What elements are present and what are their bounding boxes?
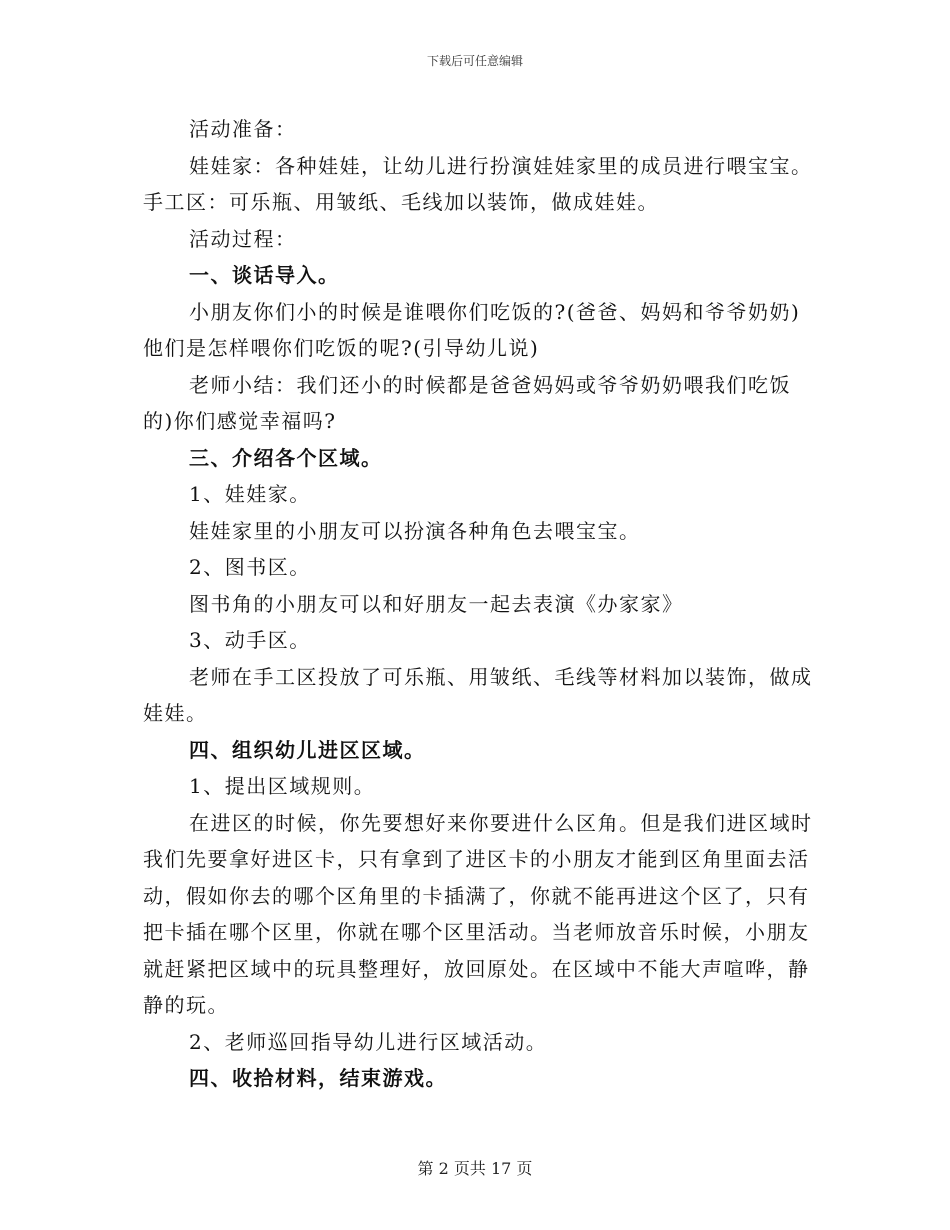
paragraph-rules-title: 1、提出区域规则。 [189, 774, 376, 798]
document-body [143, 111, 813, 1097]
section-heading-areas: 三、介绍各个区域。 [189, 445, 383, 470]
paragraph-prep-title: 活动准备： [189, 117, 297, 141]
paragraph-teacher-summary: 老师小结：我们还小的时候都是爸爸妈妈或爷爷奶奶喂我们吃饭的)你们感觉幸福吗? [143, 372, 791, 433]
paragraph-area-handcraft: 3、动手区。 [189, 628, 311, 652]
paragraph-teacher-guidance: 2、老师巡回指导幼儿进行区域活动。 [189, 1029, 548, 1054]
section-heading-cleanup: 四、收拾材料，结束游戏。 [189, 1066, 447, 1090]
section-heading-organize: 四、组织幼儿进区区域。 [189, 737, 426, 762]
paragraph-area-library: 2、图书区。 [189, 555, 311, 579]
paragraph-library-detail: 图书角的小朋友可以和好朋友一起去表演《办家家》 [189, 591, 684, 616]
page-number: 第 2 页共 17 页 [417, 1159, 533, 1178]
paragraph-area-doll-house: 1、娃娃家。 [189, 482, 311, 506]
paragraph-process-title: 活动过程： [189, 226, 297, 251]
paragraph-intro-question: 小朋友你们小的时候是谁喂你们吃饭的?(爸爸、妈妈和爷爷奶奶)他们是怎样喂你们吃饭的呢?(引导幼儿说) [143, 299, 801, 360]
page-header-note: 下载后可任意编辑 [426, 54, 523, 68]
paragraph-prep-detail: 娃娃家：各种娃娃，让幼儿进行扮演娃娃家里的成员进行喂宝宝。手工区：可乐瓶、用皱纸、毛线加以装饰，做成娃娃。 [143, 153, 813, 214]
paragraph-doll-house-detail: 娃娃家里的小朋友可以扮演各种角色去喂宝宝。 [189, 518, 641, 543]
paragraph-handcraft-detail: 老师在手工区投放了可乐瓶、用皱纸、毛线等材料加以装饰，做成娃娃。 [143, 664, 813, 725]
section-heading-intro: 一、谈话导入。 [189, 263, 340, 287]
paragraph-rules-detail: 在进区的时候，你先要想好来你要进什么区角。但是我们进区域时我们先要拿好进区卡，只有拿到了进区卡的小朋友才能到区角里面去活动，假如你去的哪个区角里的卡插满了，你就不能再进这个区了，只有把卡插在哪个区里，你就在哪个区里活动。当老师放音乐时候，小朋友就赶紧把区域中的玩具整理好，放回原处。在区域中不能大声喧哗，静静的玩。 [143, 810, 813, 1017]
